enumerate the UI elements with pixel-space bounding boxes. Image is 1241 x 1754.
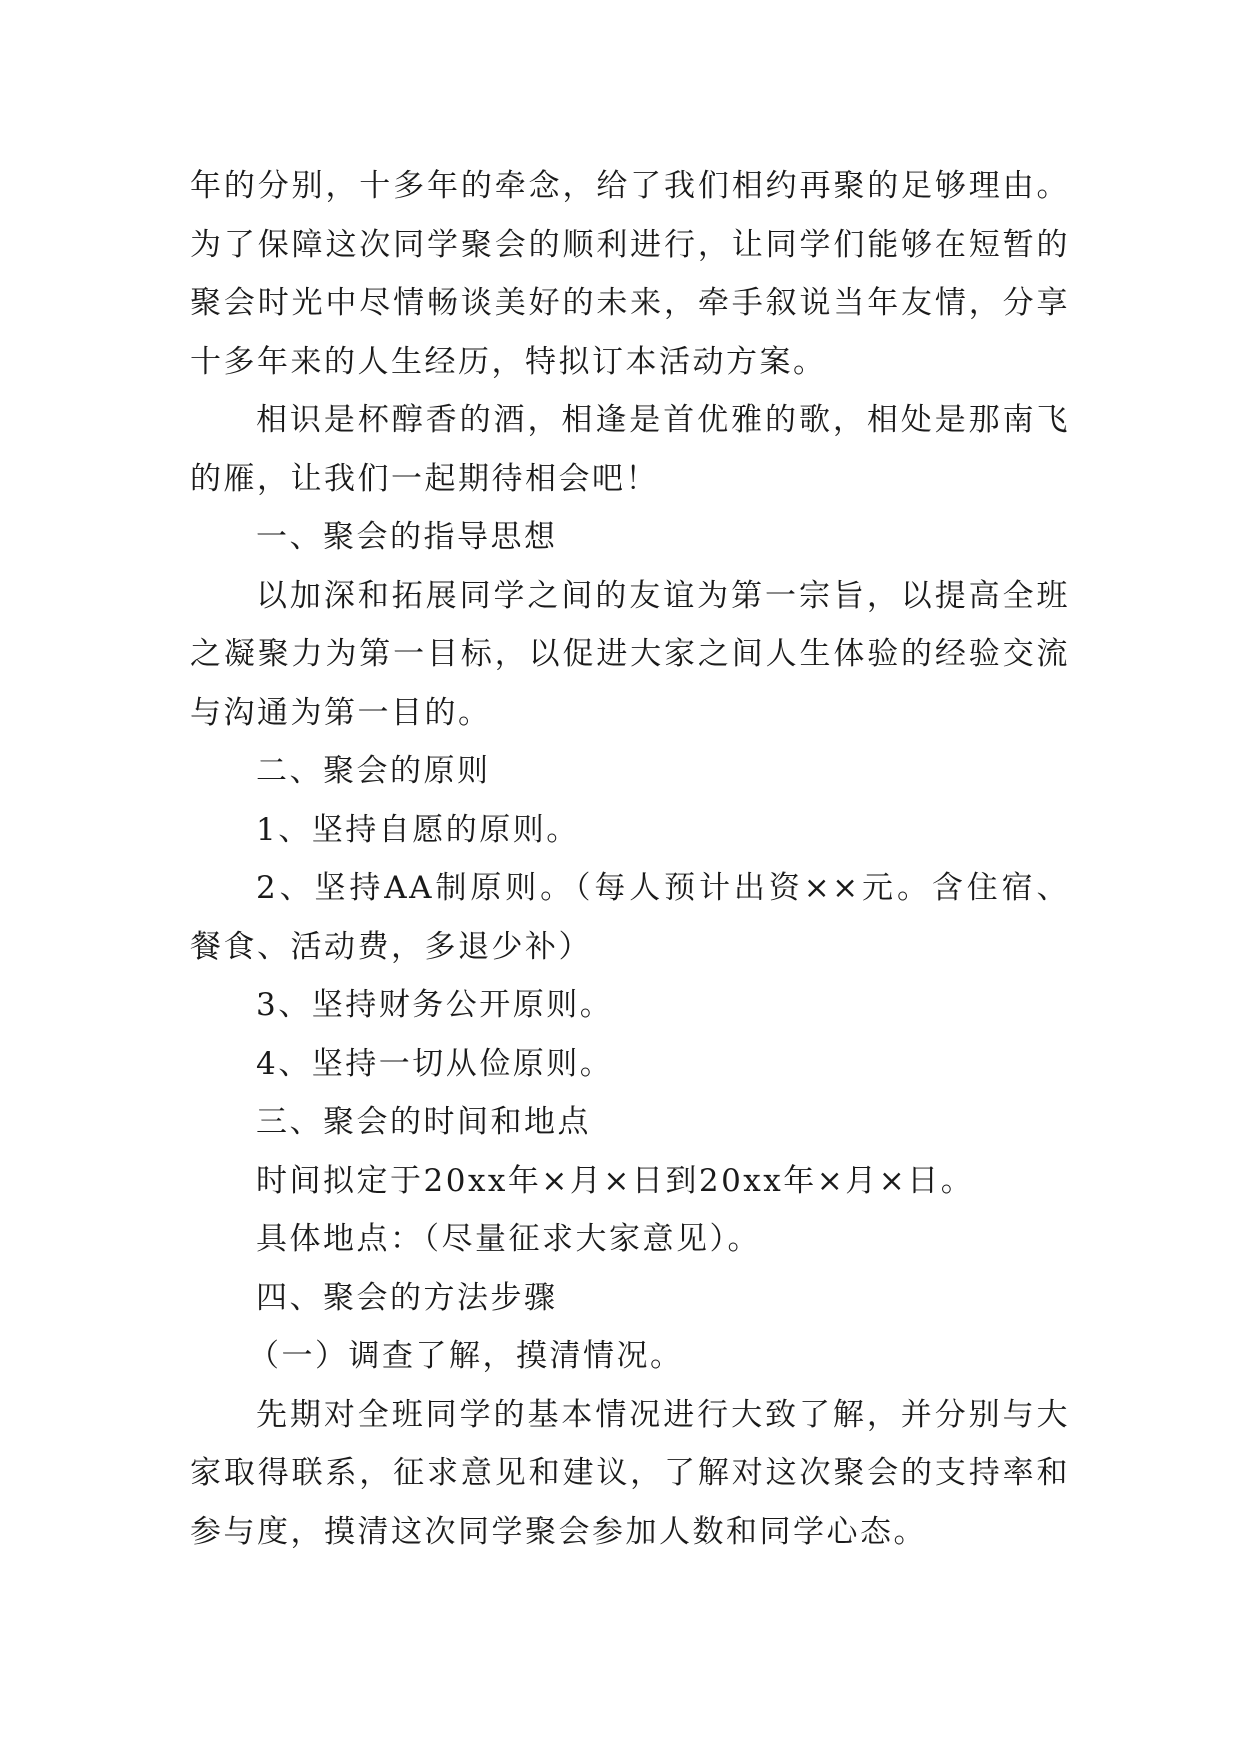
paragraph-place: 具体地点：（尽量征求大家意见）。 bbox=[256, 1221, 761, 1257]
paragraph-time: 时间拟定于20xx年×月×日到20xx年×月×日。 bbox=[256, 1162, 975, 1199]
principle-item-3: 3、坚持财务公开原则。 bbox=[256, 987, 614, 1023]
heading-time-place: 三、聚会的时间和地点 bbox=[256, 1104, 591, 1140]
principle-item-2: 2、坚持AA制原则。（每人预计出资××元。含住宿、餐食、活动费，多退少补） bbox=[190, 870, 1070, 965]
paragraph-step-1: 先期对全班同学的基本情况进行大致了解，并分别与大家取得联系，征求意见和建议，了解对这次聚会的支持率和参与度，摸清这次同学聚会参加人数和同学心态。 bbox=[190, 1396, 1070, 1550]
principle-item-4: 4、坚持一切从俭原则。 bbox=[256, 1045, 614, 1082]
principle-item-1: 1、坚持自愿的原则。 bbox=[256, 811, 580, 848]
paragraph-wish: 相识是杯醇香的酒，相逢是首优雅的歌，相处是那南飞的雁，让我们一起期待相会吧！ bbox=[190, 402, 1070, 497]
paragraph-guiding-idea: 以加深和拓展同学之间的友谊为第一宗旨，以提高全班之凝聚力为第一目标，以促进大家之间人生体验的经验交流与沟通为第一目的。 bbox=[190, 577, 1070, 731]
document-body bbox=[190, 157, 1070, 1561]
heading-guiding-idea: 一、聚会的指导思想 bbox=[256, 519, 558, 555]
subheading-step-1: （一）调查了解，摸清情况。 bbox=[248, 1338, 684, 1374]
heading-steps: 四、聚会的方法步骤 bbox=[256, 1279, 558, 1316]
paragraph-intro: 年的分别，十多年的牵念，给了我们相约再聚的足够理由。为了保障这次同学聚会的顺利进行，让同学们能够在短暂的聚会时光中尽情畅谈美好的未来，牵手叙说当年友情，分享十多年来的人生经历，特拟订本活动方案。 bbox=[190, 168, 1070, 380]
heading-principles: 二、聚会的原则 bbox=[256, 753, 491, 789]
